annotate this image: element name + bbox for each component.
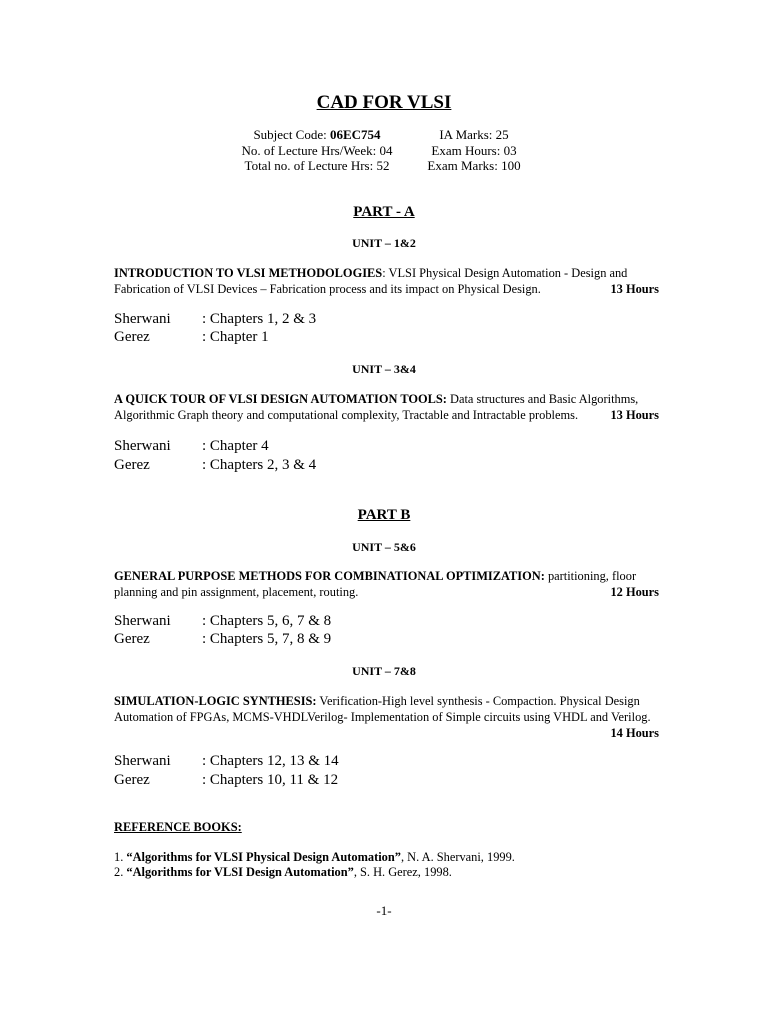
unit-heading: UNIT – 3&4 bbox=[352, 362, 416, 376]
subject-code-value: 06EC754 bbox=[329, 127, 381, 142]
unit-heading: UNIT – 1&2 bbox=[352, 236, 416, 250]
unit-topic: A QUICK TOUR OF VLSI DESIGN AUTOMATION TOOLS: bbox=[114, 392, 447, 406]
reference-book bbox=[114, 850, 515, 865]
chapter-ref bbox=[114, 771, 338, 790]
ref-author: Sherwani bbox=[114, 438, 171, 454]
ref-chapters: : Chapters 5, 6, 7 & 8 bbox=[202, 613, 332, 629]
ref-author: Gerez bbox=[114, 329, 150, 345]
document-title: CAD FOR VLSI bbox=[316, 92, 452, 113]
unit-heading: UNIT – 7&8 bbox=[352, 664, 416, 678]
part-a-heading: PART - A bbox=[353, 204, 415, 220]
lecture-hrs-week: No. of Lecture Hrs/Week: 04 bbox=[241, 143, 393, 158]
unit-description bbox=[114, 265, 659, 297]
unit-text: Verification-High level synthesis - Compaction. Physical Design Automation of FPGAs, MCMS-VHDLVerilog- Implementation of Simple circuits using VHDL and Verilog. bbox=[114, 694, 651, 724]
book-title: “Algorithms for VLSI Physical Design Automation” bbox=[126, 850, 401, 864]
subject-code-label: Subject Code: bbox=[253, 127, 330, 142]
book-details: , N. A. Shervani, 1999. bbox=[400, 850, 515, 864]
book-title: “Algorithms for VLSI Design Automation” bbox=[126, 865, 354, 879]
exam-hours: Exam Hours: 03 bbox=[431, 143, 517, 158]
ref-chapters: : Chapters 1, 2 & 3 bbox=[202, 311, 317, 327]
unit-text: VLSI Physical Design Automation - Design and Fabrication of VLSI Devices – Fabrication process and its impact on Physical Design. bbox=[114, 266, 628, 296]
reference-book bbox=[114, 865, 452, 880]
unit-description bbox=[114, 693, 659, 741]
ref-chapters: : Chapter 1 bbox=[202, 329, 269, 345]
topic-separator: : bbox=[382, 266, 389, 280]
part-b-heading: PART B bbox=[357, 507, 411, 523]
ref-author: Sherwani bbox=[114, 753, 171, 769]
unit-topic: SIMULATION-LOGIC SYNTHESIS: bbox=[114, 694, 317, 708]
reference-books-heading bbox=[114, 820, 242, 835]
unit-text: partitioning, floor planning and pin assignment, placement, routing. bbox=[114, 569, 637, 599]
ref-chapters: : Chapters 5, 7, 8 & 9 bbox=[202, 631, 332, 647]
chapter-ref bbox=[114, 310, 316, 329]
ref-author: Gerez bbox=[114, 457, 150, 473]
unit-description bbox=[114, 391, 659, 423]
ia-marks: IA Marks: 25 bbox=[439, 127, 509, 142]
unit-hours: 12 Hours bbox=[610, 585, 659, 599]
unit-topic: GENERAL PURPOSE METHODS FOR COMBINATIONAL OPTIMIZATION: bbox=[114, 569, 545, 583]
total-lecture-hrs: Total no. of Lecture Hrs: 52 bbox=[244, 158, 390, 173]
unit-topic: INTRODUCTION TO VLSI METHODOLOGIES bbox=[114, 266, 383, 280]
ref-author: Gerez bbox=[114, 631, 150, 647]
subject-code bbox=[232, 127, 402, 143]
ref-author: Sherwani bbox=[114, 613, 171, 629]
unit-hours: 13 Hours bbox=[610, 408, 659, 422]
chapter-ref bbox=[114, 612, 331, 631]
chapter-ref bbox=[114, 752, 339, 771]
ref-author: Sherwani bbox=[114, 311, 171, 327]
ref-chapters: : Chapter 4 bbox=[202, 438, 269, 454]
chapter-ref bbox=[114, 328, 269, 347]
chapter-ref bbox=[114, 437, 269, 456]
ref-chapters: : Chapters 12, 13 & 14 bbox=[202, 753, 339, 769]
chapter-ref bbox=[114, 456, 316, 475]
unit-text: Data structures and Basic Algorithms, Algorithmic Graph theory and computational complexity, Tractable and Intractable problems. bbox=[114, 392, 639, 422]
reference-books-colon: : bbox=[237, 820, 242, 834]
unit-heading: UNIT – 5&6 bbox=[352, 540, 416, 554]
ref-chapters: : Chapters 2, 3 & 4 bbox=[202, 457, 317, 473]
unit-description bbox=[114, 568, 659, 600]
book-number: 1. bbox=[114, 850, 127, 864]
book-details: , S. H. Gerez, 1998. bbox=[353, 865, 452, 879]
unit-hours: 14 Hours bbox=[610, 726, 659, 740]
ref-author: Gerez bbox=[114, 772, 150, 788]
book-number: 2. bbox=[114, 865, 127, 879]
unit-hours: 13 Hours bbox=[610, 282, 659, 296]
chapter-ref bbox=[114, 630, 331, 649]
page-number: -1- bbox=[376, 903, 392, 918]
exam-marks: Exam Marks: 100 bbox=[427, 158, 521, 173]
reference-books-label: REFERENCE BOOKS bbox=[114, 820, 238, 834]
ref-chapters: : Chapters 10, 11 & 12 bbox=[202, 772, 339, 788]
